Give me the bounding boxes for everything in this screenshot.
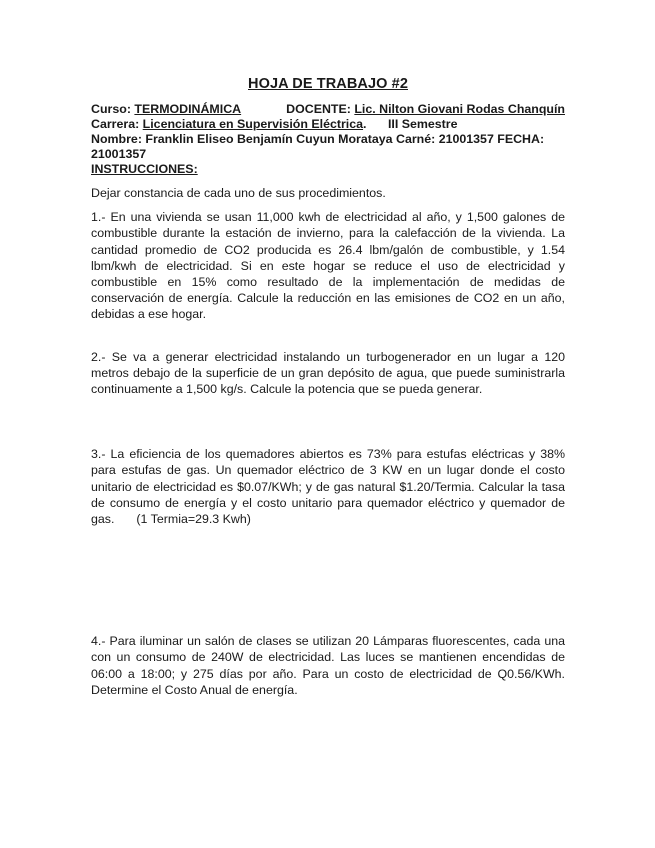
student-line: Nombre: Franklin Eliseo Benjamín Cuyun Morataya Carné: 21001357 FECHA: 21001357 bbox=[91, 132, 545, 161]
instructions-text: Dejar constancia de cada uno de sus procedimientos. bbox=[91, 186, 386, 200]
career-value: Licenciatura en Supervisión Eléctrica bbox=[142, 117, 364, 131]
career-line bbox=[91, 117, 565, 132]
termia-conversion-note: (1 Termia=29.3 Kwh) bbox=[136, 512, 251, 527]
instructions-heading: INSTRUCCIONES: bbox=[91, 162, 198, 176]
question-3-block bbox=[91, 446, 565, 527]
teacher-group bbox=[286, 102, 565, 117]
course-separator: : bbox=[126, 102, 131, 116]
career-period: . bbox=[363, 117, 367, 131]
course-value: TERMODINÁMICA bbox=[134, 102, 242, 116]
question-1: 1.- En una vivienda se usan 11,000 kwh de electricidad al año, y 1,500 galones de combustible durante la estación de invierno, para la calefacción de la vivienda. La cantidad promedio de CO2 producida es 26.4 lbm/galón de combustible, y 1.54 lbm/kwh de electricidad. Si en este hogar se reduce el uso de electricidad y combustible en 15% como resultado de la implementación de medidas de conservación de energía. Calcule la reducción en las emisiones de CO2 en un año, debidas a ese hogar. bbox=[91, 210, 565, 322]
teacher-value: Lic. Nilton Giovani Rodas Chanquín bbox=[354, 102, 565, 116]
question-3-text: 3.- La eficiencia de los quemadores abiertos es 73% para estufas eléctricas y 38% para estufas de gas. Un quemador eléctrico de 3 KW en un lugar donde el costo unitario de electricidad es $0.07/KWh; y de gas natural $1.20/Termia. Calcular la tasa de consumo de energía y el costo unitario para quemador eléctrico y quemador de gas. bbox=[91, 447, 565, 527]
question-4: 4.- Para iluminar un salón de clases se utilizan 20 Lámparas fluorescentes, cada una con un consumo de 240W de electricidad. Las luces se mantienen encendidas de 06:00 a 18:00; y 275 días por año. Para un costo de electricidad de Q0.56/KWh. Determine el Costo Anual de energía. bbox=[91, 634, 565, 697]
career-label: Carrera: bbox=[91, 117, 140, 131]
course-line bbox=[91, 102, 565, 117]
header-block bbox=[91, 102, 565, 177]
course-label: Curso bbox=[91, 102, 127, 116]
course-group bbox=[91, 102, 241, 117]
question-2: 2.- Se va a generar electricidad instalando un turbogenerador en un lugar a 120 metros debajo de la superficie de un gran depósito de agua, que puede suministrarla continuamente a 1,500 kg/s. Calcule la potencia que se pueda generar. bbox=[91, 349, 565, 397]
question-3 bbox=[91, 446, 565, 527]
worksheet-page bbox=[91, 76, 565, 698]
page-title: HOJA DE TRABAJO #2 bbox=[248, 76, 408, 92]
semester-value: III Semestre bbox=[387, 117, 458, 131]
teacher-label: DOCENTE: bbox=[286, 102, 351, 116]
